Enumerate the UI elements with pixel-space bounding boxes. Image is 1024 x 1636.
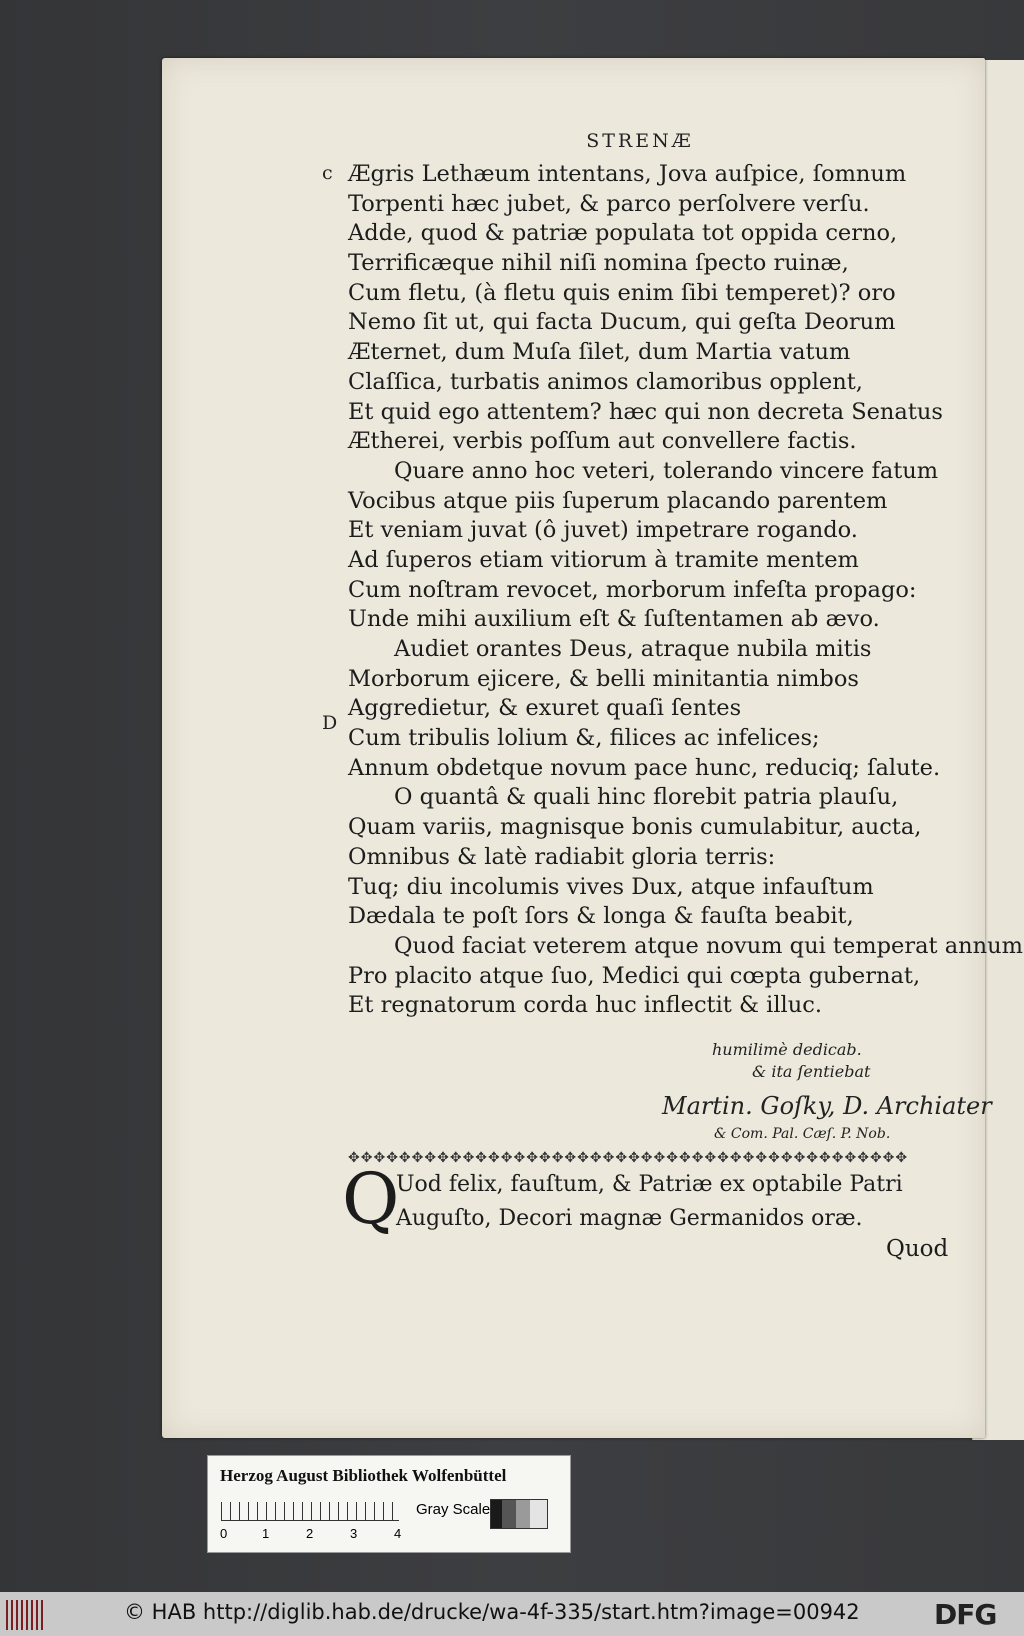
poem-line: Audiet orantes Deus, atraque nubila mitis — [394, 636, 872, 662]
poem-line: Aggredietur, & exuret quaſi ſentes — [348, 695, 742, 722]
poem-line: Cum fletu, (à fletu quis enim ſibi temperet)? oro — [348, 279, 896, 306]
poem-line: Terrificæque nihil niſi nomina ſpecto ruinæ, — [348, 250, 849, 277]
poem-line: Nemo ſit ut, qui facta Ducum, qui geſta Deorum — [348, 309, 896, 336]
poem-line: Torpenti hæc jubet, & parco perſolvere verſu. — [348, 190, 870, 217]
poem-line: Annum obdetque novum pace hunc, reduciq; ſalute. — [348, 754, 941, 781]
poem-line: Vocibus atque piis ſuperum placando parentem — [348, 487, 888, 514]
scale-number: 4 — [394, 1526, 402, 1541]
poem-text — [348, 160, 1023, 1021]
scale-number: 3 — [350, 1526, 358, 1541]
color-calibration-bar — [207, 1455, 571, 1553]
author-title: & Com. Pal. Cæſ. P. Nob. — [714, 1126, 891, 1142]
poem-line: Et regnatorum corda huc inflectit & illuc. — [348, 992, 822, 1019]
poem-line: Ægris Lethæum intentans, Jova auſpice, ſomnum — [348, 161, 907, 187]
signature-mark-c: c — [322, 162, 333, 184]
gray-scale-label: Gray Scale — [416, 1501, 491, 1518]
footer-bar — [0, 1592, 1024, 1636]
dedication-line: & ita ſentiebat — [752, 1062, 871, 1081]
dfg-logo: DFG — [934, 1598, 997, 1631]
poem-line: Pro placito atque ſuo, Medici qui cœpta gubernat, — [348, 962, 921, 989]
poem-line: Et veniam juvat (ô juvet) impetrare rogando. — [348, 517, 858, 544]
poem-line: Adde, quod & patriæ populata tot oppida cerno, — [348, 220, 898, 247]
poem-line: Claſſica, turbatis animos clamoribus opplent, — [348, 368, 863, 395]
poem-line: Cum noſtram revocet, morborum infeſta propago: — [348, 576, 917, 603]
poem-line: Quam variis, magnisque bonis cumulabitur, aucta, — [348, 814, 922, 841]
poem-line: Unde mihi auxilium eſt & ſuſtentamen ab ævo. — [348, 606, 880, 633]
gray-scale-swatch — [490, 1499, 548, 1529]
poem-line: Dædala te poſt ſors & longa & fauſta beabit, — [348, 903, 854, 930]
poem-line: Æternet, dum Muſa ſilet, dum Martia vatum — [348, 339, 851, 366]
library-title: Herzog August Bibliothek Wolfenbüttel — [220, 1466, 507, 1485]
author-signature: Martin. Goſky, D. Archiater — [662, 1092, 992, 1120]
poem-line: O quantâ & quali hinc florebit patria plauſu, — [394, 784, 899, 811]
signature-mark-d: D — [322, 712, 338, 734]
scale-ruler — [221, 1502, 399, 1521]
poem-line: Cum tribulis lolium &, filices ac infelices; — [348, 725, 820, 752]
poem-line: Ætherei, verbis poſſum aut convellere factis. — [348, 428, 857, 455]
scale-number: 2 — [306, 1526, 314, 1541]
paragraph-line: Auguſto, Decori magnæ Germanidos oræ. — [396, 1206, 863, 1231]
barcode-icon — [6, 1600, 46, 1630]
scale-number: 1 — [262, 1526, 270, 1541]
poem-line: Quare anno hoc veteri, tolerando vincere fatum — [394, 457, 939, 484]
footer-copyright-link[interactable]: © HAB http://diglib.hab.de/drucke/wa-4f-335/start.htm?image=00942 — [124, 1600, 860, 1624]
dedication-line: humilimè dedicab. — [712, 1040, 862, 1059]
poem-line: Omnibus & latè radiabit gloria terris: — [348, 843, 776, 870]
scale-number: 0 — [220, 1526, 228, 1541]
ornament-divider: ✥✥✥✥✥✥✥✥✥✥✥✥✥✥✥✥✥✥✥✥✥✥✥✥✥✥✥✥✥✥✥✥✥✥✥✥✥✥✥✥✥✥✥✥ — [348, 1150, 909, 1166]
poem-line: Quod faciat veterem atque novum qui temperat annum — [394, 932, 1023, 959]
poem-line: Morborum ejicere, & belli minitantia nimbos — [348, 665, 859, 692]
poem-line: Ad ſuperos etiam vitiorum à tramite mentem — [348, 546, 859, 573]
catchword: Quod — [886, 1236, 949, 1262]
drop-capital: Q — [342, 1158, 400, 1240]
paragraph-line: Uod felix, fauſtum, & Patriæ ex optabile Patri — [396, 1172, 903, 1197]
poem-line: Tuq; diu incolumis vives Dux, atque infauſtum — [348, 873, 874, 900]
running-head: STRENÆ — [586, 130, 694, 152]
poem-line: Et quid ego attentem? hæc qui non decreta Senatus — [348, 398, 943, 425]
